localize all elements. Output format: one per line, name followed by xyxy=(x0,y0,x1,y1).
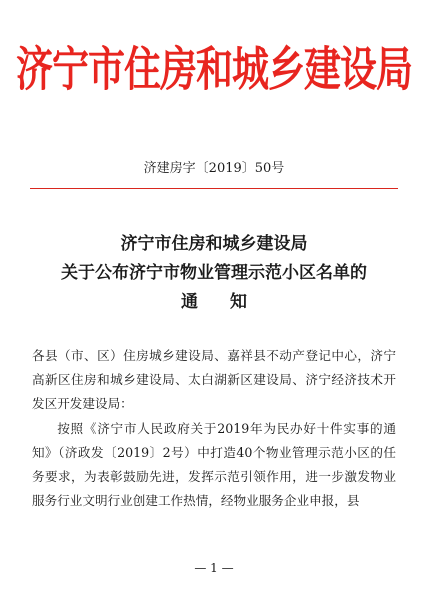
notice-title xyxy=(0,230,428,317)
page-number: — 1 — xyxy=(194,561,234,575)
letterhead-title: 济宁市住房和城乡建设局 xyxy=(16,41,412,97)
body-paragraph: 按照《济宁市人民政府关于2019年为民办好十件实事的通知》（济政发〔2019〕2号）中打造40个物业管理示范小区的任务要求，为表彰鼓励先进，发挥示范引领作用，进一步激发物业服务行业文明行业创建工作热情，经物业服务企业申报，县 xyxy=(32,420,396,509)
addressees-paragraph: 各县（市、区）住房城乡建设局、嘉祥县不动产登记中心，济宁高新区住房和城乡建设局、太白湖新区建设局、济宁经济技术开发区开发建设局： xyxy=(32,348,396,412)
notice-title-line-1: 济宁市住房和城乡建设局 xyxy=(120,234,308,254)
notice-title-line-3: 通知 xyxy=(181,292,279,312)
red-divider-line xyxy=(30,188,398,189)
notice-body xyxy=(32,344,396,513)
notice-title-line-2: 关于公布济宁市物业管理示范小区名单的 xyxy=(61,263,367,283)
document-number: 济建房字〔2019〕50号 xyxy=(143,161,285,176)
